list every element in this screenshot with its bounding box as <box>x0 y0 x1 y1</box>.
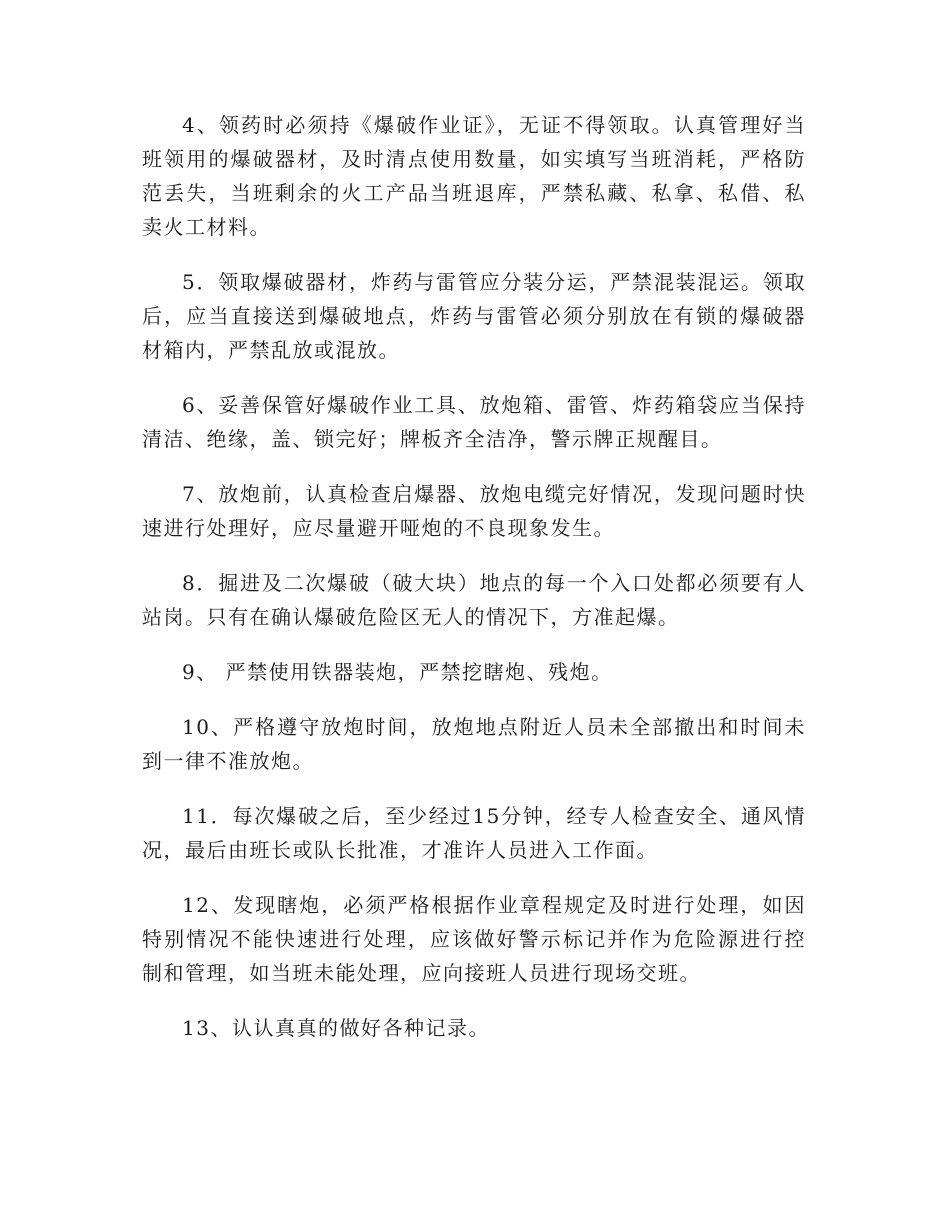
paragraph-item-12: 12、发现瞎炮，必须严格根据作业章程规定及时进行处理，如因特别情况不能快速进行处理，应该做好警示标记并作为危险源进行控制和管理，如当班未能处理，应向接班人员进行现场交班。 <box>142 893 806 985</box>
paragraph-item-6: 6、妥善保管好爆破作业工具、放炮箱、雷管、炸药箱袋应当保持清洁、绝缘，盖、锁完好；牌板齐全洁净，警示牌正规醒目。 <box>142 393 806 451</box>
paragraph-item-11: 11．每次爆破之后，至少经过15分钟，经专人检查安全、通风情况，最后由班长或队长批准，才准许人员进入工作面。 <box>142 804 806 862</box>
paragraph-item-9: 9、 严禁使用铁器装炮，严禁挖瞎炮、残炮。 <box>182 660 613 684</box>
paragraph-item-8: 8．掘进及二次爆破（破大块）地点的每一个入口处都必须要有人站岗。只有在确认爆破危险区无人的情况下，方准起爆。 <box>142 571 806 629</box>
paragraph-item-10: 10、严格遵守放炮时间，放炮地点附近人员未全部撤出和时间未到一律不准放炮。 <box>142 715 806 773</box>
paragraph-item-7: 7、放炮前，认真检查启爆器、放炮电缆完好情况，发现问题时快速进行处理好，应尽量避开哑炮的不良现象发生。 <box>142 482 806 540</box>
paragraph-item-13: 13、认认真真的做好各种记录。 <box>182 1016 490 1040</box>
document-body <box>142 108 806 1066</box>
paragraph-item-5: 5．领取爆破器材，炸药与雷管应分装分运，严禁混装混运。领取后，应当直接送到爆破地点，炸药与雷管必须分别放在有锁的爆破器材箱内，严禁乱放或混放。 <box>142 270 806 362</box>
paragraph-item-4: 4、领药时必须持《爆破作业证》，无证不得领取。认真管理好当班领用的爆破器材，及时清点使用数量，如实填写当班消耗，严格防范丢失，当班剩余的火工产品当班退库，严禁私藏、私拿、私借、私卖火工材料。 <box>142 113 806 239</box>
